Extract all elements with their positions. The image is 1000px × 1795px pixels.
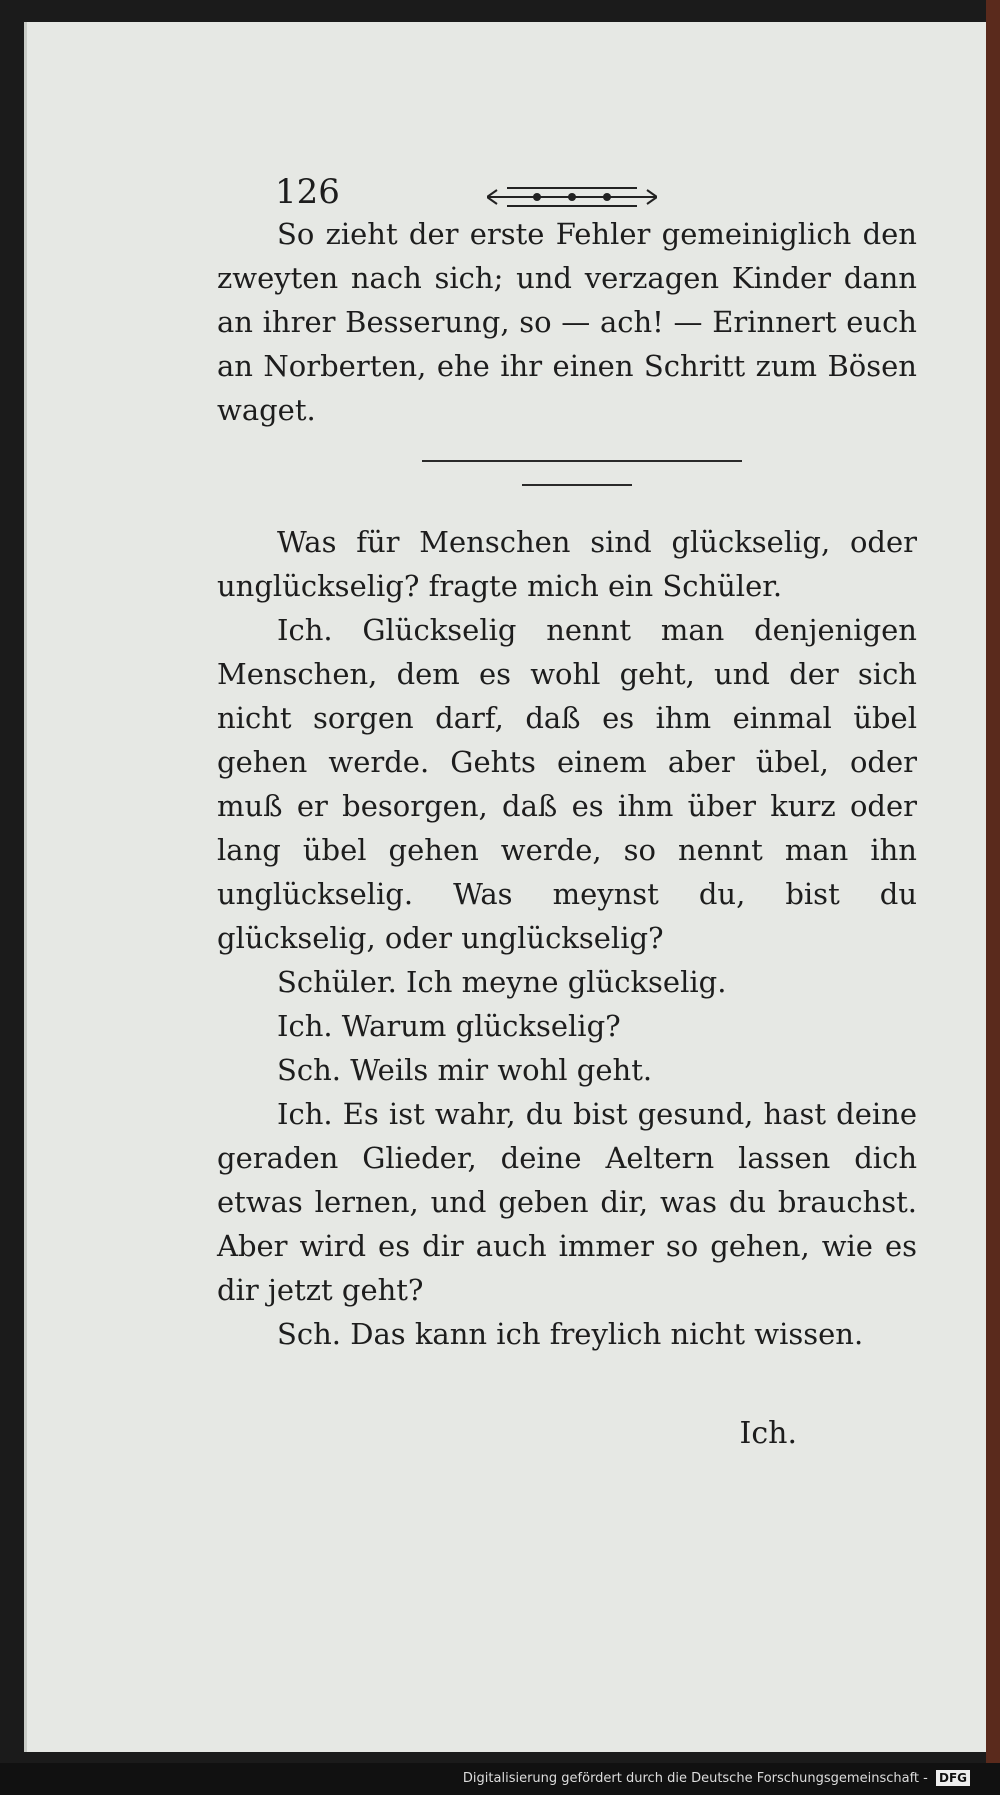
- book-spine: [986, 0, 1000, 1795]
- digitization-footer: [0, 1763, 1000, 1795]
- paragraph: Ich. Glückselig nennt man denjenigen Menschen, dem es wohl geht, und der sich nicht sorgen darf, daß es ihm einmal übel gehen werde. Gehts einem aber übel, oder muß er besorgen, daß es ihm über kurz oder lang übel gehen werde, so nennt man ihn unglückselig. Was meynst du, bist du glückselig, oder unglückselig?: [217, 613, 917, 955]
- paragraph: Ich. Es ist wahr, du bist gesund, hast deine geraden Glieder, deine Aeltern lassen dich etwas lernen, und geben dir, was du brauchst. Aber wird es dir auch immer so gehen, wie es dir jetzt geht?: [217, 1097, 917, 1307]
- section-divider: [217, 460, 917, 510]
- page-content: [217, 152, 917, 1451]
- paragraph: Ich. Warum glückselig?: [277, 1009, 621, 1043]
- catchword: Ich.: [739, 1416, 797, 1451]
- divider-short-line: [522, 484, 632, 486]
- paragraph: Sch. Das kann ich freylich nicht wissen.: [277, 1317, 864, 1351]
- page-number: 126: [275, 172, 340, 212]
- dfg-logo: DFG: [936, 1770, 970, 1786]
- paragraph: Was für Menschen sind glückselig, oder unglückselig? fragte mich ein Schüler.: [217, 525, 917, 603]
- header-ornament: [487, 182, 657, 212]
- book-page: [24, 22, 991, 1752]
- paragraph: Schüler. Ich meyne glückselig.: [277, 965, 727, 999]
- page-header: [217, 152, 917, 212]
- divider-long-line: [422, 460, 742, 462]
- paragraph: So zieht der erste Fehler gemeiniglich den zweyten nach sich; und verzagen Kinder dann an ihrer Besserung, so — ach! — Erinnert euch an Norberten, ehe ihr einen Schritt zum Bösen waget.: [217, 217, 917, 427]
- paragraph: Sch. Weils mir wohl geht.: [277, 1053, 653, 1087]
- footer-text: Digitalisierung gefördert durch die Deutsche Forschungsgemeinschaft -: [462, 1771, 928, 1786]
